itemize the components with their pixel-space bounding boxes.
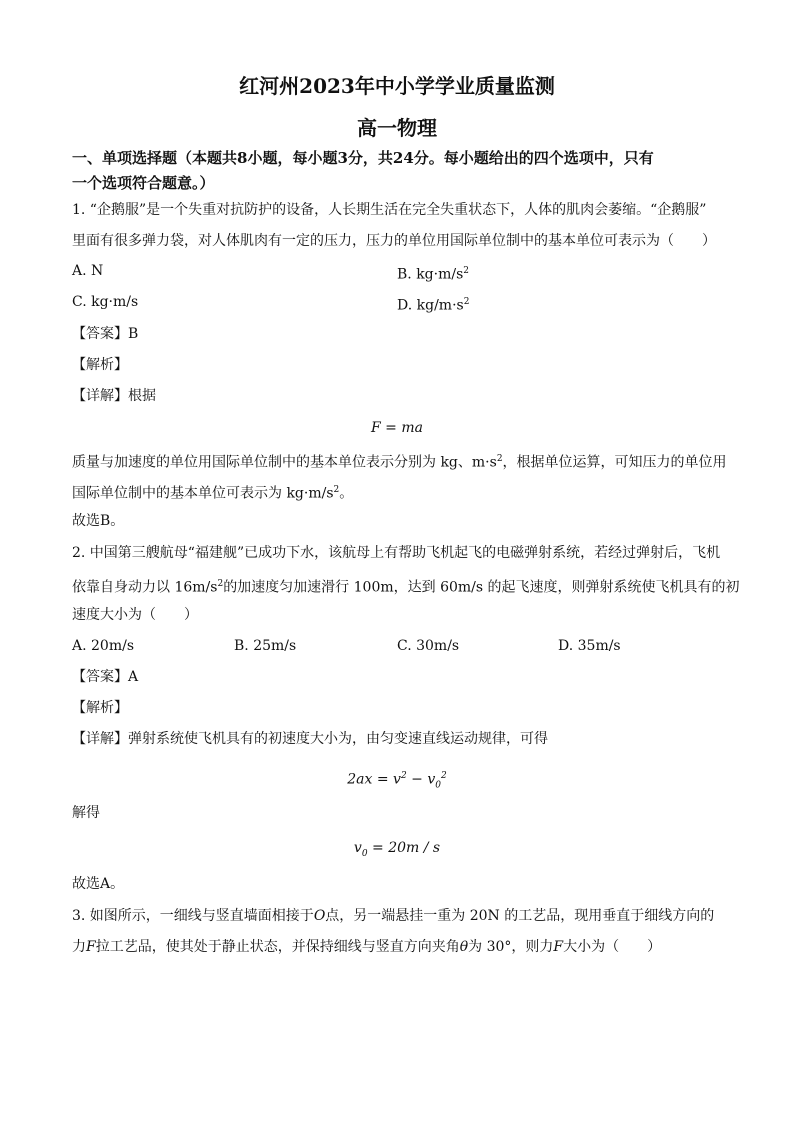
q2-option-d: D. 35m/s bbox=[558, 638, 621, 654]
exam-subject: 高一物理 bbox=[357, 116, 437, 140]
exam-title: 红河州2023年中小学学业质量监测 bbox=[239, 74, 555, 98]
section-heading-line2: 一个选项符合题意。） bbox=[72, 174, 215, 192]
q2-answer: 【答案】A bbox=[72, 669, 139, 685]
q1-option-a: A. N bbox=[72, 263, 104, 279]
q1-answer: 【答案】B bbox=[72, 326, 139, 342]
q2-option-a: A. 20m/s bbox=[72, 638, 135, 654]
q2-option-c: C. 30m/s bbox=[397, 638, 460, 654]
q1-explanation-line2: 国际单位制中的基本单位可表示为 $kg\cdot m/s^2$。 bbox=[72, 485, 354, 502]
q1-option-c: C. kg·m/s bbox=[72, 294, 139, 310]
q2-formula-kinematics: $2ax = v^2 - v_0^2$ bbox=[347, 771, 447, 791]
q1-formula: F = ma bbox=[371, 420, 423, 436]
q1-option-b: B. $kg\cdot m/s^2$ bbox=[397, 266, 469, 283]
q2-stem-line1: 2. 中国第三艘航母“福建舰”已成功下水，该航母上有帮助飞机起飞的电磁弹射系统，若经过弹射后，飞机 bbox=[72, 545, 721, 561]
q1-stem-line2: 里面有很多弹力袋，对人体肌肉有一定的压力，压力的单位用国际单位制中的基本单位可表示为（ ） bbox=[72, 233, 716, 249]
section-heading-line1: 一、单项选择题（本题共8小题，每小题3分，共24分。每小题给出的四个选项中，只有 bbox=[72, 149, 654, 167]
q1-option-d: D. $kg/m\cdot s^2$ bbox=[397, 297, 470, 314]
q1-detail: 【详解】根据 bbox=[72, 388, 156, 404]
q1-analysis-label: 【解析】 bbox=[72, 357, 128, 373]
q2-detail: 【详解】弹射系统使飞机具有的初速度大小为，由匀变速直线运动规律，可得 bbox=[72, 731, 548, 747]
q2-stem-line2: 依靠自身动力以 $16m/s^2$的加速度匀加速滑行 100m，达到 60m/s 的起飞速度，则弹射系统使飞机具有的初 bbox=[72, 579, 740, 596]
q1-conclusion: 故选B。 bbox=[72, 513, 125, 529]
q2-solve-label: 解得 bbox=[72, 805, 100, 821]
q2-conclusion: 故选A。 bbox=[72, 876, 125, 892]
q3-stem-line1: 3. 如图所示，一细线与竖直墙面相接于O点，另一端悬挂一重为 20N 的工艺品，现用垂直于细线方向的 bbox=[72, 908, 715, 924]
q3-stem-line2: 力F拉工艺品，使其处于静止状态，并保持细线与竖直方向夹角θ为 30°，则力F大小为（ ） bbox=[72, 939, 662, 955]
q1-explanation-line1: 质量与加速度的单位用国际单位制中的基本单位表示分别为 kg、$m\cdot s^2$，根据单位运算，可知压力的单位用 bbox=[72, 454, 727, 471]
q2-option-b: B. 25m/s bbox=[234, 638, 297, 654]
q2-formula-result: $v_0 = 20m / s$ bbox=[353, 840, 441, 859]
q2-stem-line3: 速度大小为（ ） bbox=[72, 607, 198, 623]
q1-stem-line1: 1. “企鹅服”是一个失重对抗防护的设备，人长期生活在完全失重状态下，人体的肌肉会萎缩。“企鹅服” bbox=[72, 202, 707, 218]
q2-analysis-label: 【解析】 bbox=[72, 700, 128, 716]
